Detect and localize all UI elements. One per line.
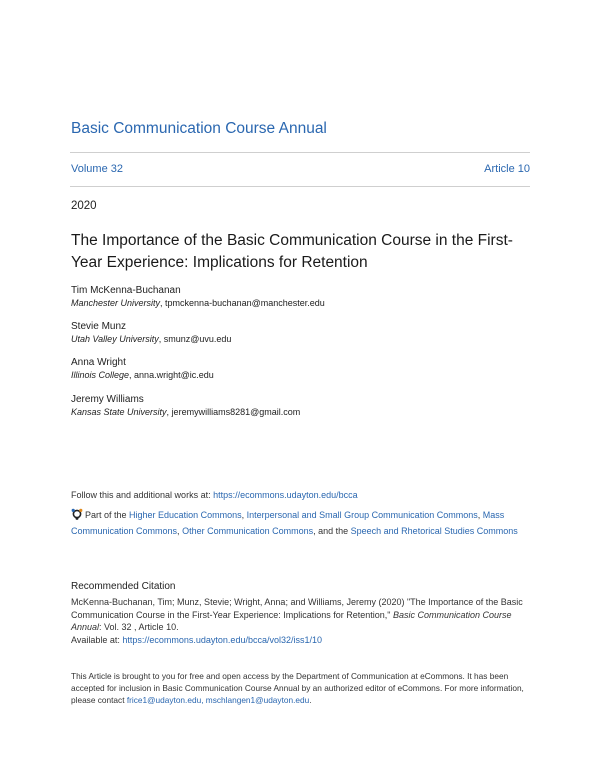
commons-link[interactable]: Higher Education Commons xyxy=(129,510,242,520)
author-email[interactable]: anna.wright@ic.edu xyxy=(134,370,214,380)
citation-body xyxy=(71,596,541,646)
article-link[interactable]: Article 10 xyxy=(484,163,530,175)
author-email[interactable]: smunz@uvu.edu xyxy=(163,334,232,344)
header-rule-bottom xyxy=(70,186,530,187)
author-affiliation: Utah Valley University, smunz@uvu.edu xyxy=(71,334,232,344)
part-of-commons xyxy=(71,508,531,539)
separator: , xyxy=(241,510,247,520)
author-affiliation: Manchester University, tpmckenna-buchanan@manchester.edu xyxy=(71,298,325,308)
author-name: Tim McKenna-Buchanan xyxy=(71,285,181,296)
author-block xyxy=(71,356,214,382)
author-block xyxy=(71,320,231,346)
access-footer xyxy=(71,671,541,706)
author-affiliation: Illinois College, anna.wright@ic.edu xyxy=(71,370,214,380)
author-institution: Utah Valley University xyxy=(71,334,159,344)
volume-link[interactable]: Volume 32 xyxy=(71,163,123,175)
separator: , and the xyxy=(313,525,351,536)
available-url-link[interactable]: https://ecommons.udayton.edu/bcca/vol32/iss1/10 xyxy=(122,634,322,645)
separator: , xyxy=(177,525,183,536)
commons-link[interactable]: Interpersonal and Small Group Communication Commons xyxy=(246,510,478,520)
commons-link[interactable]: Other Communication Commons xyxy=(182,525,314,536)
contact-email-links[interactable]: frice1@udayton.edu, mschlangen1@udayton.edu xyxy=(126,694,310,705)
follow-url-link[interactable]: https://ecommons.udayton.edu/bcca xyxy=(213,490,358,500)
part-of-prefix: Part of the xyxy=(85,510,130,520)
author-block xyxy=(71,393,300,419)
commons-link[interactable]: Speech and Rhetorical Studies Commons xyxy=(350,525,518,536)
citation-journal: Basic Communication Course Annual xyxy=(71,609,512,632)
separator: , xyxy=(477,510,483,520)
author-institution: Kansas State University xyxy=(71,407,167,417)
network-icon xyxy=(71,508,83,520)
footer-text: This Article is brought to you for free and open access by the Department of Communication at eCommons. It has been accepted for inclusion in Basic Communication Course Annual by an authorized editor of eCommons. For more information, please contact xyxy=(71,671,524,705)
author-block xyxy=(71,284,325,310)
available-label: Available at: xyxy=(71,634,123,645)
publication-year: 2020 xyxy=(71,200,97,212)
citation-text: McKenna-Buchanan, Tim; Munz, Stevie; Wright, Anna; and Williams, Jeremy (2020) "The Importance of the Basic Communication Course in the First-Year Experience: Implications for Retention," xyxy=(71,597,523,620)
author-institution: Illinois College xyxy=(71,370,130,380)
author-institution: Manchester University xyxy=(71,298,161,308)
citation-heading: Recommended Citation xyxy=(71,581,176,592)
header-rule-top xyxy=(70,152,530,153)
author-email[interactable]: jeremywilliams8281@gmail.com xyxy=(171,407,301,417)
author-name: Stevie Munz xyxy=(71,321,127,332)
author-affiliation: Kansas State University, jeremywilliams8281@gmail.com xyxy=(71,407,301,417)
footer-end: . xyxy=(309,694,312,705)
author-name: Anna Wright xyxy=(71,357,126,368)
author-email[interactable]: tpmckenna-buchanan@manchester.edu xyxy=(165,298,325,308)
article-title: The Importance of the Basic Communication Course in the First-Year Experience: Implications for Retention xyxy=(71,232,513,271)
follow-line xyxy=(71,490,541,500)
citation-text-end: : Vol. 32 , Article 10. xyxy=(99,622,179,632)
commons-link[interactable]: Mass Communication Commons xyxy=(71,510,505,536)
follow-text: Follow this and additional works at: xyxy=(71,490,214,500)
journal-title[interactable]: Basic Communication Course Annual xyxy=(71,120,327,137)
author-name: Jeremy Williams xyxy=(71,394,144,405)
